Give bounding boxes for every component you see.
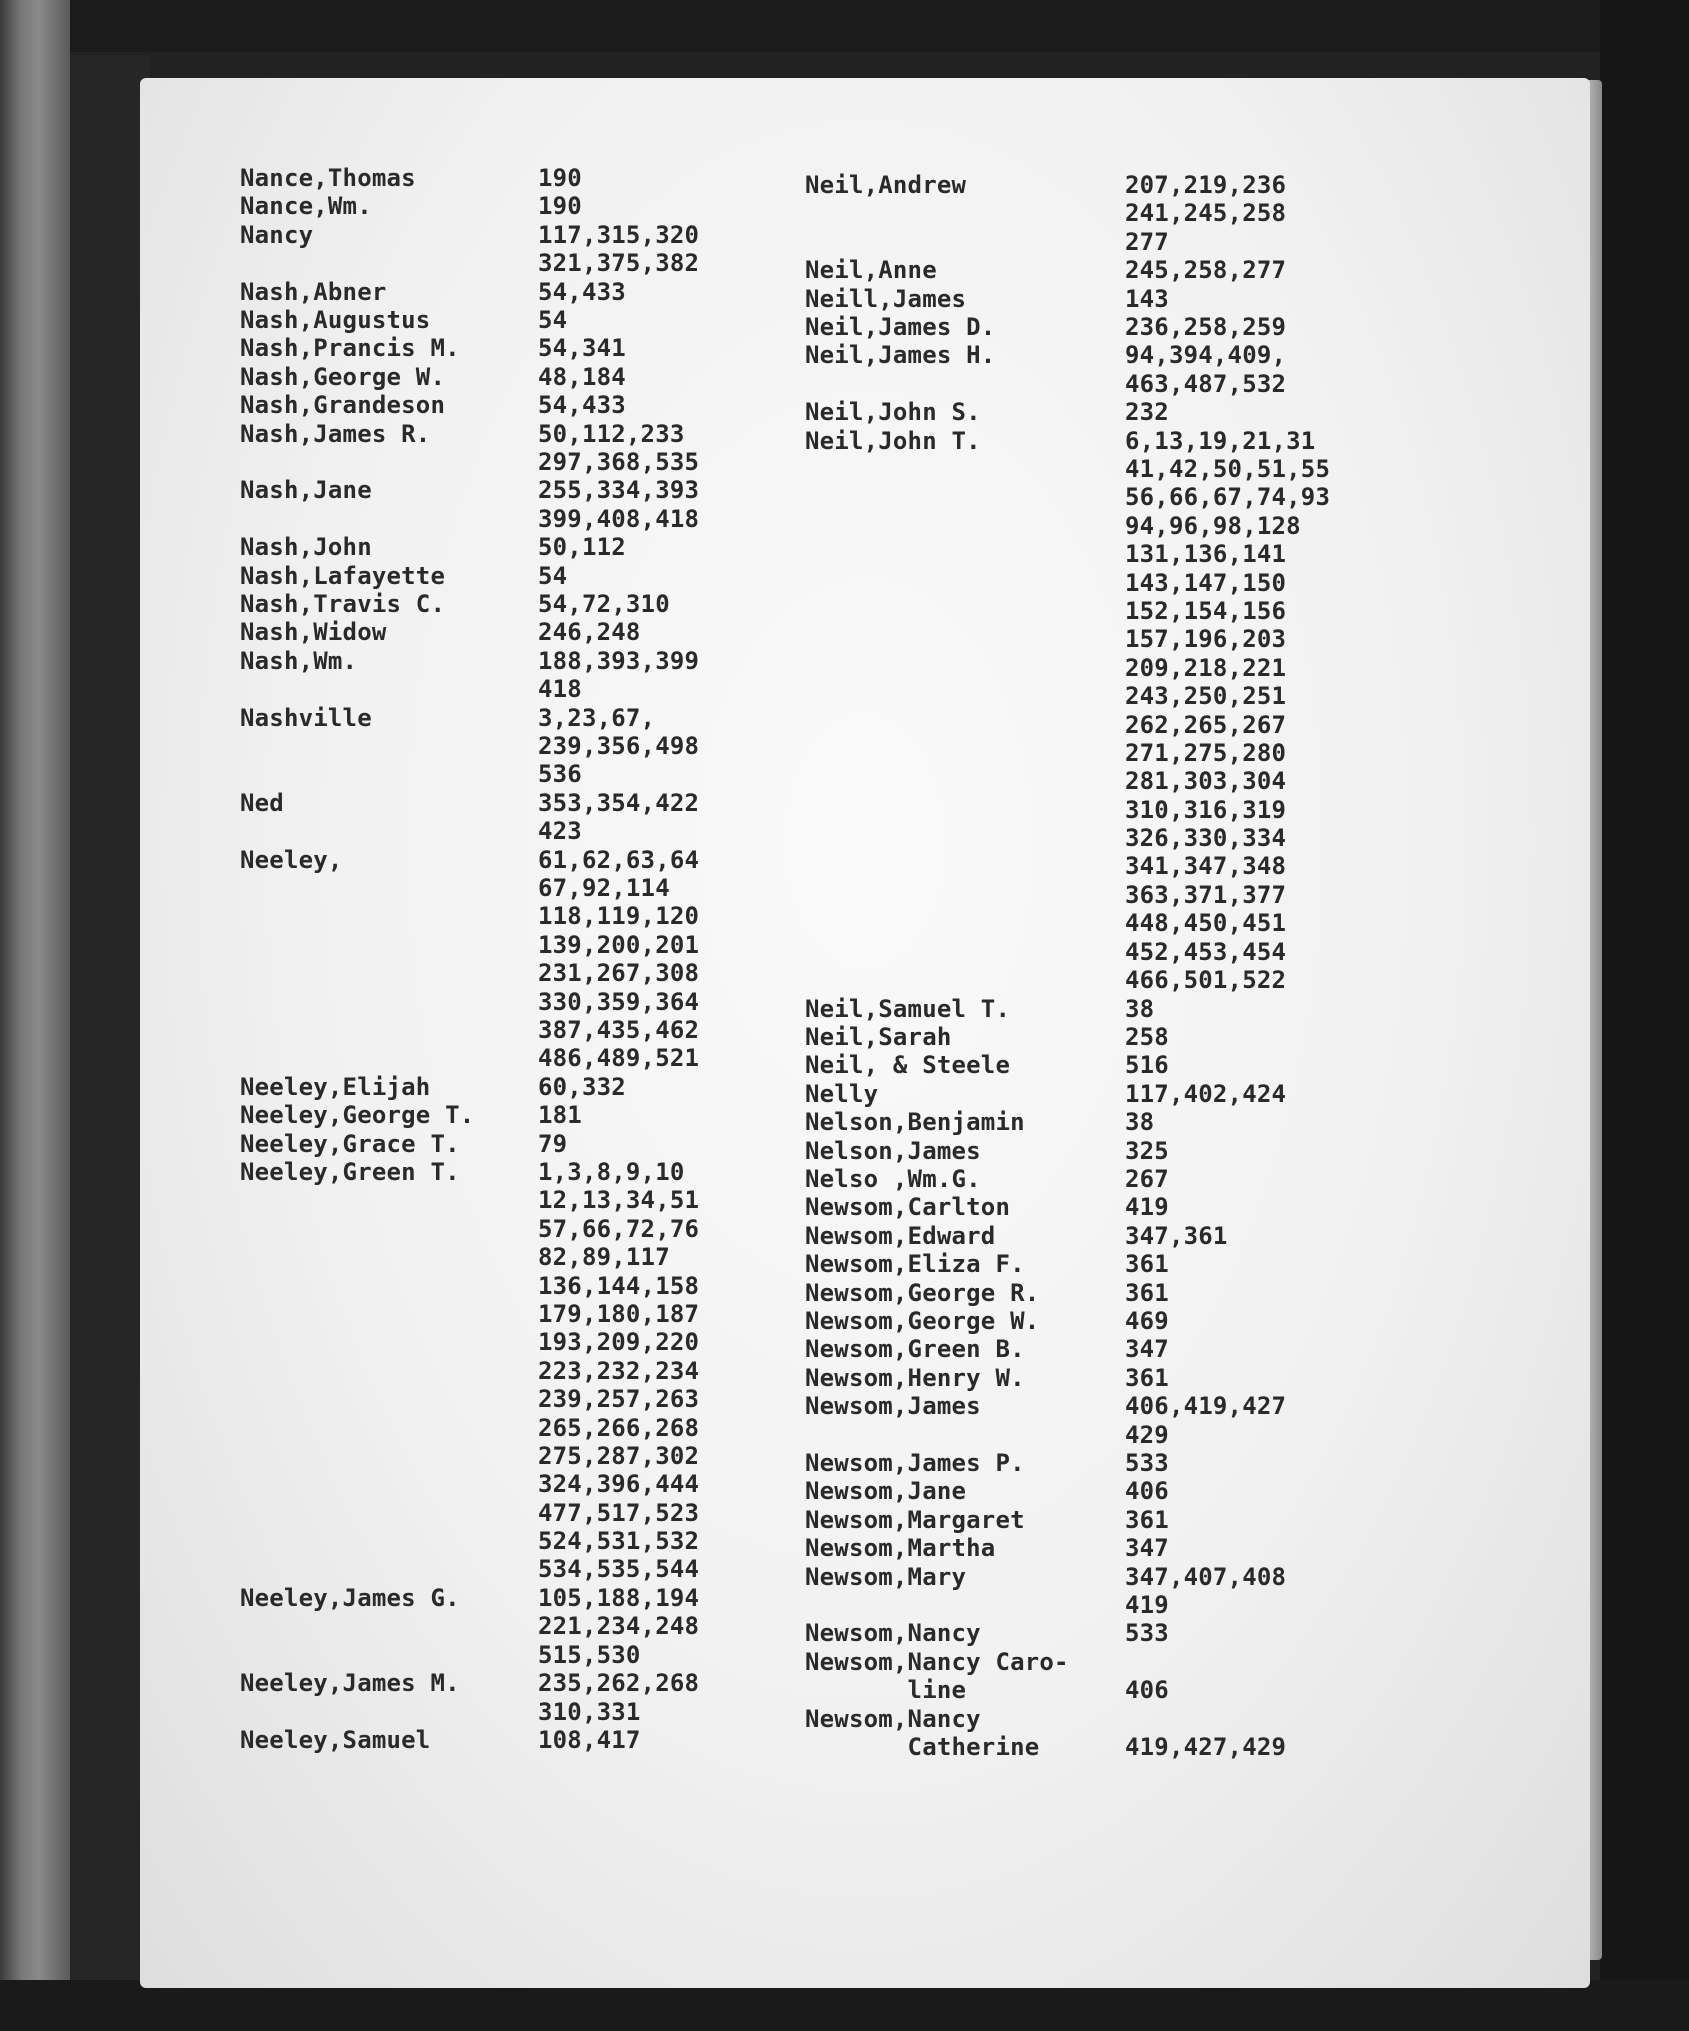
page-number-line: 406,419,427 xyxy=(1125,1392,1287,1421)
entry-page-numbers xyxy=(1125,341,1286,398)
page-number-line: 3,23,67, xyxy=(538,703,656,732)
page-number-line: 347,407,408 xyxy=(1125,1562,1287,1591)
entry-name: Neeley,James M. xyxy=(240,1669,460,1698)
page-number-line: 131,136,141 xyxy=(1125,540,1287,569)
entry-page-numbers xyxy=(538,306,567,334)
entry-page-numbers xyxy=(1125,1165,1169,1193)
entry-page-numbers xyxy=(1125,171,1286,256)
page-number-line: 56,66,67,74,93 xyxy=(1125,483,1331,512)
entry-name: Nash,Abner xyxy=(240,277,387,306)
entry-name: Nash,Jane xyxy=(240,476,372,505)
entry-name: Neeley, xyxy=(240,845,343,874)
page-number-line: 207,219,236 xyxy=(1125,171,1287,199)
page-number-line: 463,487,532 xyxy=(1125,369,1287,398)
page-number-line: 363,371,377 xyxy=(1125,880,1287,909)
page-number-line: 361 xyxy=(1125,1505,1169,1534)
entry-name: Newsom,Martha xyxy=(805,1534,996,1563)
entry-name: Newsom,Jane xyxy=(805,1477,967,1506)
entry-name: Newsom,Nancy Caro- line xyxy=(805,1647,1069,1704)
page-number-line: 54,433 xyxy=(538,391,626,420)
entry-page-numbers xyxy=(1125,1051,1169,1079)
entry-name: Newsom,Carlton xyxy=(805,1193,1011,1222)
entry-page-numbers xyxy=(538,334,626,362)
entry-name: Newsom,James xyxy=(805,1392,981,1421)
entry-page-numbers xyxy=(538,562,567,590)
entry-page-numbers xyxy=(1125,1392,1286,1449)
entry-page-numbers xyxy=(1125,1449,1169,1477)
page-number-line: 477,517,523 xyxy=(538,1498,700,1527)
page-number-line: 324,396,444 xyxy=(538,1470,700,1499)
entry-page-numbers xyxy=(538,1158,699,1584)
page-number-line: 54,433 xyxy=(538,277,626,306)
page-number-line: 232 xyxy=(1125,398,1169,427)
film-frame-right xyxy=(1600,0,1689,2031)
entry-page-numbers xyxy=(1125,1080,1286,1108)
entry-name: Newsom,Nancy xyxy=(805,1619,981,1648)
page-number-line: 341,347,348 xyxy=(1125,852,1287,881)
page-number-line: 118,119,120 xyxy=(538,902,700,931)
entry-page-numbers xyxy=(538,1669,699,1726)
page-number-line: 246,248 xyxy=(538,618,641,647)
page-number-line: 152,154,156 xyxy=(1125,596,1287,625)
page-number-line: 419 xyxy=(1125,1590,1169,1619)
index-page xyxy=(140,78,1590,1988)
page-number-line: 361 xyxy=(1125,1250,1169,1279)
page-number-line: 258 xyxy=(1125,1023,1169,1051)
entry-page-numbers xyxy=(538,1101,582,1129)
entry-name: Newsom,Mary xyxy=(805,1562,967,1591)
entry-page-numbers xyxy=(1125,1250,1169,1278)
page-number-line: 117,315,320 xyxy=(538,220,700,249)
entry-name: Neil,James D. xyxy=(805,313,996,341)
page-number-line: 466,501,522 xyxy=(1125,966,1287,995)
entry-name: Newsom,Margaret xyxy=(805,1505,1025,1534)
page-number-line: 54,72,310 xyxy=(538,590,670,618)
page-number-line: 108,417 xyxy=(538,1726,641,1754)
page-number-line: 310,316,319 xyxy=(1125,795,1287,824)
page-number-line: 157,196,203 xyxy=(1125,625,1287,654)
entry-page-numbers xyxy=(1125,256,1286,284)
entry-name: Nash,James R. xyxy=(240,419,431,448)
entry-page-numbers xyxy=(538,164,582,192)
entry-page-numbers xyxy=(538,533,626,561)
page-number-line: 67,92,114 xyxy=(538,873,670,902)
entry-page-numbers xyxy=(538,846,699,1073)
page-number-line: 82,89,117 xyxy=(538,1243,670,1272)
entry-name: Nelly xyxy=(805,1079,879,1108)
entry-name: Nash,Augustus xyxy=(240,306,431,334)
entry-name: Nancy xyxy=(240,220,314,249)
entry-page-numbers xyxy=(1125,1534,1169,1562)
page-number-line: 406 xyxy=(1125,1477,1169,1506)
entry-page-numbers xyxy=(1125,1279,1169,1307)
page-number-line: 136,144,158 xyxy=(538,1271,700,1300)
entry-name: Nelso ,Wm.G. xyxy=(805,1165,981,1193)
page-number-line: 48,184 xyxy=(538,362,626,391)
page-number-line: 448,450,451 xyxy=(1125,909,1287,938)
page-number-line: 265,266,268 xyxy=(538,1413,700,1442)
page-number-line xyxy=(1125,1648,1169,1676)
page-number-line: 6,13,19,21,31 xyxy=(1125,426,1316,455)
entry-name: Neil,John S. xyxy=(805,398,981,427)
page-number-line: 41,42,50,51,55 xyxy=(1125,454,1331,483)
page-number-line: 515,530 xyxy=(538,1640,641,1669)
page-number-line: 105,188,194 xyxy=(538,1584,700,1612)
entry-name: Nash,Travis C. xyxy=(240,590,446,618)
entry-name: Nash,Lafayette xyxy=(240,561,446,590)
entry-name: Neil,Sarah xyxy=(805,1023,952,1051)
page-number-line: 117,402,424 xyxy=(1125,1079,1287,1108)
page-number-line: 188,393,399 xyxy=(538,646,700,675)
page-number-line: 281,303,304 xyxy=(1125,767,1287,796)
page-number-line: 347,361 xyxy=(1125,1221,1228,1250)
page-number-line: 54 xyxy=(538,561,568,590)
entry-name: Neil,Andrew xyxy=(805,171,967,199)
page-number-line: 275,287,302 xyxy=(538,1441,700,1470)
entry-page-numbers xyxy=(1125,995,1154,1023)
entry-name: Newsom,Eliza F. xyxy=(805,1250,1025,1279)
page-number-line: 297,368,535 xyxy=(538,447,700,476)
entry-page-numbers xyxy=(538,476,699,533)
page-number-line: 243,250,251 xyxy=(1125,682,1287,711)
entry-name: Ned xyxy=(240,788,284,817)
page-number-line: 524,531,532 xyxy=(538,1527,700,1556)
page-number-line: 50,112 xyxy=(538,533,626,562)
page-number-line: 516 xyxy=(1125,1051,1169,1080)
page-number-line: 190 xyxy=(538,164,582,192)
entry-name: Newsom,Henry W. xyxy=(805,1363,1025,1392)
entry-page-numbers xyxy=(1125,1335,1169,1363)
entry-page-numbers xyxy=(1125,1137,1169,1165)
page-number-line: 235,262,268 xyxy=(538,1669,700,1698)
page-number-line: 236,258,259 xyxy=(1125,313,1287,341)
entry-page-numbers xyxy=(1125,427,1330,995)
entry-page-numbers xyxy=(538,363,626,391)
page-number-line: 209,218,221 xyxy=(1125,653,1287,682)
entry-name: Newsom,Edward xyxy=(805,1221,996,1250)
entry-name: Nash,Grandeson xyxy=(240,391,446,420)
page-number-line: 326,330,334 xyxy=(1125,824,1287,853)
entry-name: Newsom,George R. xyxy=(805,1278,1040,1307)
page-number-line: 38 xyxy=(1125,1108,1155,1137)
page-number-line: 347 xyxy=(1125,1335,1169,1364)
entry-page-numbers xyxy=(538,221,699,278)
page-number-line: 330,359,364 xyxy=(538,987,700,1016)
entry-name: Neeley,Grace T. xyxy=(240,1129,460,1158)
page-number-line: 310,331 xyxy=(538,1697,641,1726)
page-number-line: 54 xyxy=(538,306,568,334)
page-number-line: 50,112,233 xyxy=(538,419,685,448)
page-number-line: 321,375,382 xyxy=(538,249,700,278)
entry-page-numbers xyxy=(1125,1023,1169,1051)
film-frame-left xyxy=(0,0,70,2031)
entry-page-numbers xyxy=(538,391,626,419)
page-number-line: 469 xyxy=(1125,1307,1169,1335)
page-number-line: 452,453,454 xyxy=(1125,937,1287,966)
entry-page-numbers xyxy=(1125,1705,1286,1762)
page-number-line: 193,209,220 xyxy=(538,1328,700,1357)
page-number-line: 423 xyxy=(538,817,582,846)
entry-name: Nash,Prancis M. xyxy=(240,334,460,363)
film-frame-top xyxy=(0,0,1689,52)
entry-name: Neil, & Steele xyxy=(805,1051,1011,1080)
entry-name: Neil,Samuel T. xyxy=(805,994,1011,1023)
entry-page-numbers xyxy=(1125,1506,1169,1534)
entry-name: Neeley,Green T. xyxy=(240,1158,460,1186)
entry-page-numbers xyxy=(538,278,626,306)
entry-name: Nance,Thomas xyxy=(240,164,416,192)
page-number-line: 533 xyxy=(1125,1619,1169,1648)
entry-page-numbers xyxy=(1125,398,1169,426)
page-number-line: 536 xyxy=(538,760,582,789)
entry-page-numbers xyxy=(538,1584,699,1669)
entry-name: Newsom,James P. xyxy=(805,1449,1025,1477)
page-number-line: 139,200,201 xyxy=(538,930,700,959)
entry-name: Neeley,Samuel xyxy=(240,1726,431,1754)
page-number-line: 239,356,498 xyxy=(538,731,700,760)
entry-page-numbers xyxy=(1125,313,1286,341)
page-number-line: 429 xyxy=(1125,1420,1169,1449)
entry-page-numbers xyxy=(1125,1108,1154,1136)
entry-name: Nash,John xyxy=(240,533,372,562)
entry-page-numbers xyxy=(1125,1307,1169,1335)
entry-page-numbers xyxy=(538,420,699,477)
entry-name: Neil,Anne xyxy=(805,256,937,285)
page-number-line: 361 xyxy=(1125,1278,1169,1307)
page-number-line: 179,180,187 xyxy=(538,1299,700,1328)
entry-name: Newsom,Green B. xyxy=(805,1335,1025,1364)
page-number-line: 353,354,422 xyxy=(538,788,700,817)
page-number-line: 239,257,263 xyxy=(538,1385,700,1414)
page-number-line: 325 xyxy=(1125,1136,1169,1165)
entry-page-numbers xyxy=(538,1073,626,1101)
page-number-line: 361 xyxy=(1125,1363,1169,1392)
entry-name: Neeley,George T. xyxy=(240,1101,475,1130)
page-number-line: 245,258,277 xyxy=(1125,256,1287,285)
entry-name: Nance,Wm. xyxy=(240,192,372,221)
entry-name: Nelson,James xyxy=(805,1136,981,1165)
page-number-line: 347 xyxy=(1125,1534,1169,1563)
entry-page-numbers xyxy=(1125,1193,1169,1221)
page-number-line: 406 xyxy=(1125,1676,1169,1705)
page-number-line: 54,341 xyxy=(538,334,626,363)
entry-name: Neeley,Elijah xyxy=(240,1072,431,1101)
entry-page-numbers xyxy=(1125,1619,1169,1647)
page-number-line: 57,66,72,76 xyxy=(538,1214,700,1243)
entry-name: Nash,Widow xyxy=(240,618,387,647)
page-number-line: 419 xyxy=(1125,1193,1169,1222)
page-number-line: 94,394,409, xyxy=(1125,341,1287,370)
page-number-line xyxy=(1125,1705,1286,1733)
entry-name: Nash,George W. xyxy=(240,362,446,391)
entry-page-numbers xyxy=(538,647,699,704)
page-number-line: 255,334,393 xyxy=(538,476,700,505)
page-number-line: 399,408,418 xyxy=(538,504,700,533)
page-number-line: 1,3,8,9,10 xyxy=(538,1158,685,1186)
entry-page-numbers xyxy=(538,704,699,789)
page-number-line: 221,234,248 xyxy=(538,1612,700,1641)
page-number-line: 79 xyxy=(538,1129,568,1158)
page-number-line: 533 xyxy=(1125,1449,1169,1477)
entry-name: Newsom,Nancy Catherine xyxy=(805,1704,1040,1761)
entry-page-numbers xyxy=(1125,1648,1169,1705)
page-number-line: 12,13,34,51 xyxy=(538,1186,700,1215)
page-number-line: 94,96,98,128 xyxy=(1125,511,1301,540)
page-number-line: 277 xyxy=(1125,227,1169,256)
page-number-line: 418 xyxy=(538,675,582,704)
entry-page-numbers xyxy=(538,590,670,618)
page-number-line: 267 xyxy=(1125,1165,1169,1193)
entry-name: Nashville xyxy=(240,703,372,732)
page-number-line: 143 xyxy=(1125,284,1169,313)
page-number-line: 534,535,544 xyxy=(538,1555,700,1584)
entry-name: Newsom,George W. xyxy=(805,1307,1040,1335)
page-number-line: 190 xyxy=(538,192,582,221)
page-number-line: 387,435,462 xyxy=(538,1015,700,1044)
entry-page-numbers xyxy=(1125,1563,1286,1620)
entry-page-numbers xyxy=(1125,285,1169,313)
entry-page-numbers xyxy=(538,192,582,220)
entry-page-numbers xyxy=(538,1726,641,1754)
page-number-line: 271,275,280 xyxy=(1125,738,1287,767)
entry-name: Nash,Wm. xyxy=(240,646,358,675)
page-number-line: 60,332 xyxy=(538,1072,626,1101)
entry-name: Neil,James H. xyxy=(805,341,996,370)
page-number-line: 419,427,429 xyxy=(1125,1732,1287,1761)
page-number-line: 241,245,258 xyxy=(1125,199,1287,228)
entry-page-numbers xyxy=(538,1130,567,1158)
page-number-line: 231,267,308 xyxy=(538,959,700,988)
page-number-line: 38 xyxy=(1125,994,1155,1023)
page-number-line: 223,232,234 xyxy=(538,1356,700,1385)
entry-name: Neil,John T. xyxy=(805,426,981,455)
entry-page-numbers xyxy=(538,789,699,846)
entry-name: Neeley,James G. xyxy=(240,1584,460,1612)
entry-page-numbers xyxy=(1125,1222,1228,1250)
entry-page-numbers xyxy=(538,618,641,646)
entry-page-numbers xyxy=(1125,1477,1169,1505)
book-binding xyxy=(70,55,150,2015)
page-number-line: 143,147,150 xyxy=(1125,568,1287,597)
page-number-line: 262,265,267 xyxy=(1125,710,1287,739)
entry-name: Nelson,Benjamin xyxy=(805,1108,1025,1137)
page-number-line: 486,489,521 xyxy=(538,1044,700,1073)
entry-name: Neill,James xyxy=(805,284,967,313)
page-number-line: 61,62,63,64 xyxy=(538,845,700,874)
page-number-line: 181 xyxy=(538,1101,582,1130)
entry-page-numbers xyxy=(1125,1364,1169,1392)
